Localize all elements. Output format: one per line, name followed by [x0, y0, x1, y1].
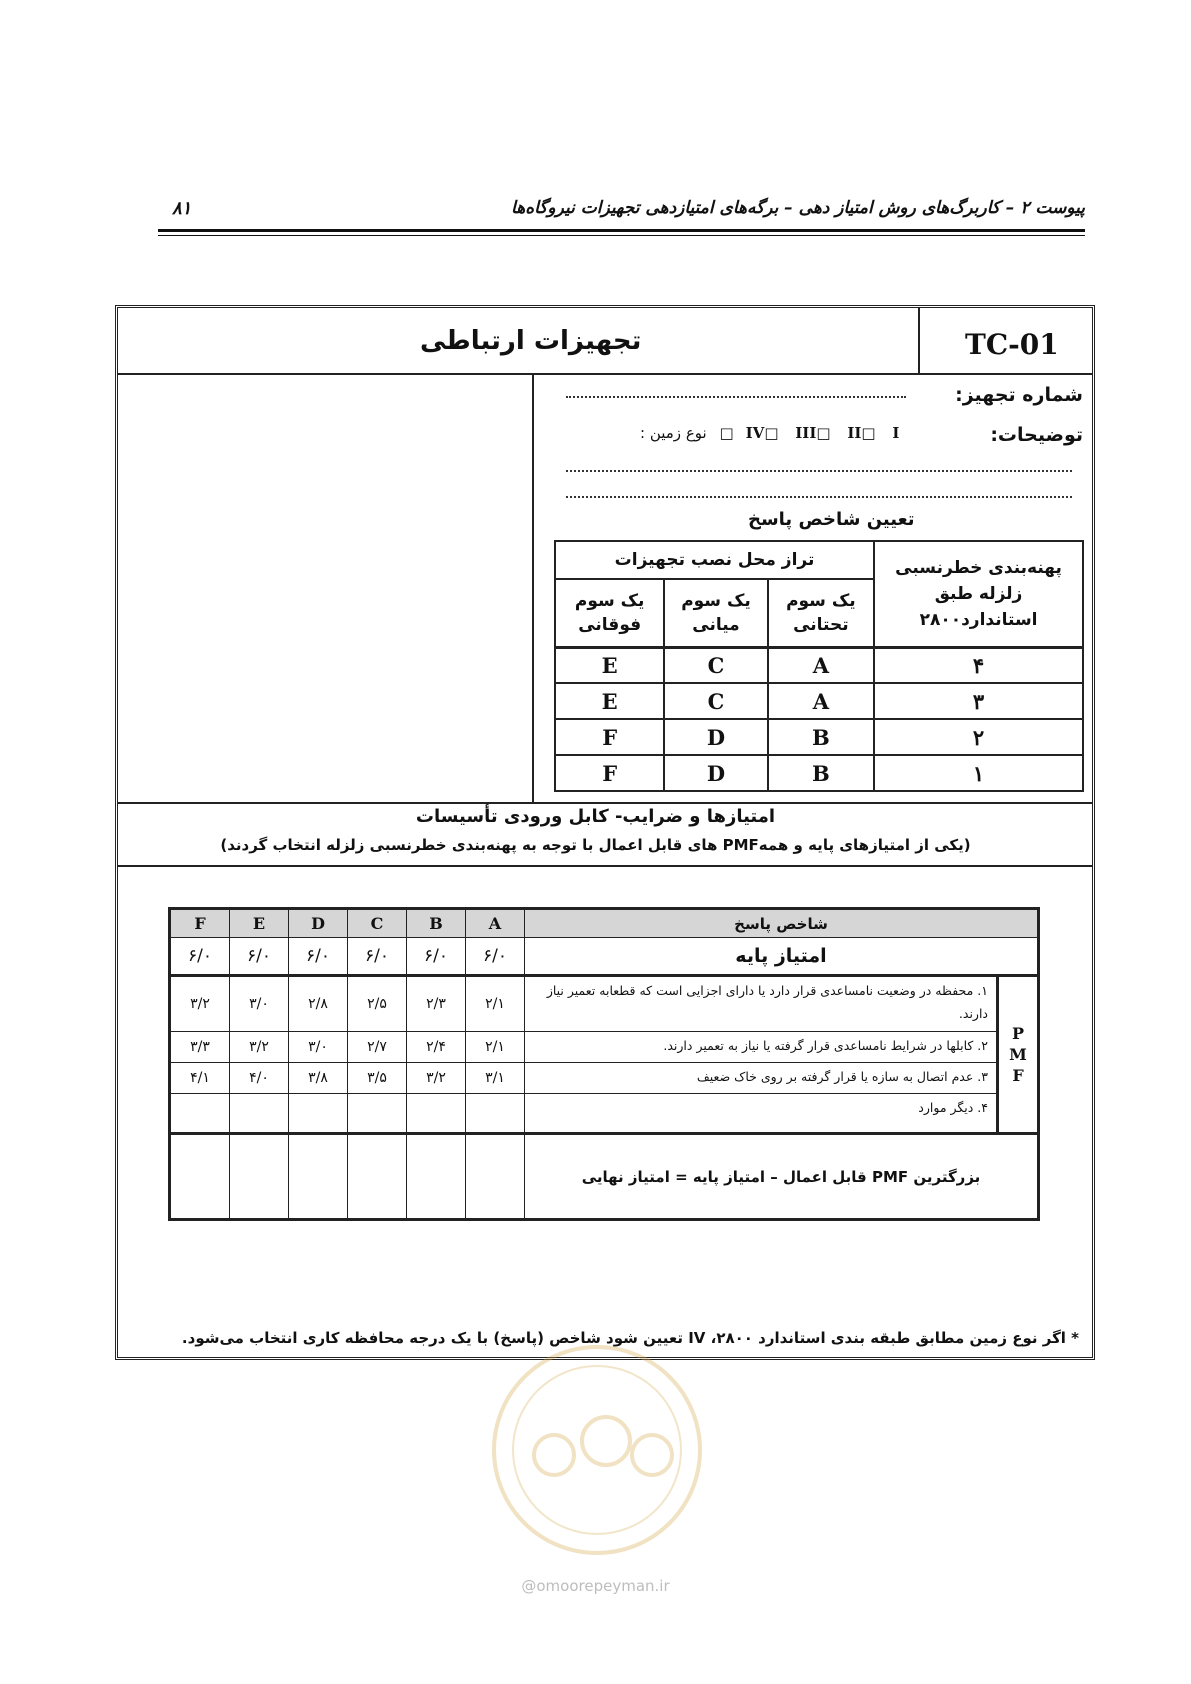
pmf-label	[998, 976, 1039, 1134]
description-line-2[interactable]	[566, 496, 1072, 498]
divider	[117, 373, 1093, 375]
scores-table	[168, 907, 1040, 1221]
pmf-value[interactable]	[289, 1094, 348, 1134]
level-middle: یک سوم میانی	[664, 579, 767, 647]
pmf-value[interactable]	[230, 1094, 289, 1134]
pmf-value: ۳/۲	[230, 1032, 289, 1063]
pmf-value: ۲/۱	[466, 1032, 525, 1063]
ground-type-row	[634, 424, 905, 442]
col-header: F	[170, 909, 230, 938]
base-value: ۶/۰	[348, 938, 407, 976]
cell: D	[664, 755, 767, 791]
pmf-value: ۴/۱	[170, 1063, 230, 1094]
equipment-number-label: شماره تجهیز:	[955, 384, 1083, 406]
level-lower: یک سوم تحتانی	[768, 579, 874, 647]
pmf-description: ۳. عدم اتصال به سازه یا قرار گرفته بر روی خاک ضعیف	[525, 1063, 998, 1094]
base-label: امتیاز پایه	[525, 938, 1039, 976]
form-title: تجهیزات ارتباطی	[420, 326, 642, 356]
final-score-cell[interactable]	[466, 1134, 525, 1220]
running-header-title: پیوست ۲ – کاربرگ‌های روش امتیاز دهی – برگه‌های امتیازدهی تجهیزات نیروگاه‌ها	[511, 198, 1085, 218]
col-header: B	[407, 909, 466, 938]
pmf-value: ۴/۰	[230, 1063, 289, 1094]
final-score-label: بزرگترین PMF قابل اعمال – امتیاز پایه = امتیاز نهایی	[525, 1134, 1039, 1220]
cell: F	[555, 719, 664, 755]
header-rule	[158, 229, 1085, 232]
index-label: شاخص پاسخ	[525, 909, 1039, 938]
cell: A	[768, 683, 874, 719]
pmf-description: ۱. محفظه در وضعیت نامساعدی قرار دارد یا دارای اجزایی است که قطعابه تعمیر نیاز دارند.	[525, 976, 998, 1032]
cell: B	[768, 755, 874, 791]
header-rule-thin	[158, 235, 1085, 236]
scores-title: امتیازها و ضرایب- کابل ورودی تأسیسات	[415, 806, 776, 827]
pmf-value[interactable]	[407, 1094, 466, 1134]
cell: E	[555, 683, 664, 719]
footnote: * اگر نوع زمین مطابق طبقه بندی استاندارد ۲۸۰۰، IV تعیین شود شاخص (پاسخ) با یک درجه محافظه کاری انتخاب می‌شود.	[181, 1329, 1079, 1347]
pmf-letter: M	[1009, 1045, 1027, 1064]
pmf-value: ۳/۱	[466, 1063, 525, 1094]
cell: B	[768, 719, 874, 755]
pmf-value: ۲/۱	[466, 976, 525, 1032]
pmf-letter: P	[1011, 1024, 1025, 1043]
gear-icon	[580, 1415, 632, 1467]
divider	[532, 373, 534, 802]
pmf-description: ۲. کابلها در شرایط نامساعدی قرار گرفته یا نیاز به تعمیر دارند.	[525, 1032, 998, 1063]
final-score-cell[interactable]	[407, 1134, 466, 1220]
pmf-value: ۲/۸	[289, 976, 348, 1032]
cell: E	[555, 647, 664, 683]
watermark-seal	[492, 1345, 702, 1555]
checkbox-icon[interactable]: □	[861, 424, 876, 442]
gear-icon	[532, 1433, 576, 1477]
col-header: A	[466, 909, 525, 938]
cell: D	[664, 719, 767, 755]
gear-icon	[630, 1433, 674, 1477]
watermark-site: @omoorepeyman.ir	[521, 1577, 670, 1595]
base-value: ۶/۰	[289, 938, 348, 976]
pmf-value: ۳/۵	[348, 1063, 407, 1094]
divider	[117, 865, 1093, 867]
divider	[918, 307, 920, 373]
col-header: D	[289, 909, 348, 938]
form-code: TC-01	[965, 328, 1059, 361]
col-header: C	[348, 909, 407, 938]
divider	[117, 802, 1093, 804]
pmf-letter: F	[1012, 1066, 1024, 1085]
cell: F	[555, 755, 664, 791]
response-index-title: تعیین شاخص پاسخ	[748, 509, 915, 530]
description-label: توضیحات:	[990, 424, 1083, 446]
pmf-value: ۲/۷	[348, 1032, 407, 1063]
page-number: ۸۱	[172, 198, 192, 219]
ground-type-ii: II	[847, 424, 862, 442]
ground-type-label: نوع زمین :	[640, 424, 707, 442]
zone-header: پهنه‌بندی خطرنسبی زلزله طبق استاندارد۲۸۰۰	[874, 541, 1083, 647]
checkbox-icon[interactable]: □	[816, 424, 831, 442]
pmf-value[interactable]	[466, 1094, 525, 1134]
pmf-value[interactable]	[170, 1094, 230, 1134]
base-value: ۶/۰	[170, 938, 230, 976]
zone-cell: ۱	[874, 755, 1083, 791]
checkbox-icon[interactable]: □	[764, 424, 779, 442]
final-score-cell[interactable]	[230, 1134, 289, 1220]
final-score-cell[interactable]	[348, 1134, 407, 1220]
zone-cell: ۲	[874, 719, 1083, 755]
ground-type-iii: III	[795, 424, 817, 442]
level-header: تراز محل نصب تجهیزات	[555, 541, 874, 579]
pmf-value: ۳/۰	[230, 976, 289, 1032]
zone-cell: ۴	[874, 647, 1083, 683]
base-value: ۶/۰	[466, 938, 525, 976]
base-value: ۶/۰	[230, 938, 289, 976]
base-value: ۶/۰	[407, 938, 466, 976]
cell: C	[664, 683, 767, 719]
pmf-description: ۴. دیگر موارد	[525, 1094, 998, 1134]
level-upper: یک سوم فوقانی	[555, 579, 664, 647]
ground-type-i: I	[892, 424, 900, 442]
pmf-value: ۲/۴	[407, 1032, 466, 1063]
cell: C	[664, 647, 767, 683]
pmf-value: ۳/۲	[170, 976, 230, 1032]
cell: A	[768, 647, 874, 683]
pmf-value: ۳/۳	[170, 1032, 230, 1063]
pmf-value[interactable]	[348, 1094, 407, 1134]
pmf-value: ۳/۲	[407, 1063, 466, 1094]
response-index-table	[554, 540, 1084, 792]
col-header: E	[230, 909, 289, 938]
zone-cell: ۳	[874, 683, 1083, 719]
description-line-1[interactable]	[566, 470, 1072, 472]
ground-type-iv: IV	[745, 424, 765, 442]
pmf-value: ۳/۸	[289, 1063, 348, 1094]
checkbox-icon[interactable]: □	[719, 424, 734, 442]
equipment-number-field[interactable]	[566, 396, 906, 398]
pmf-value: ۲/۵	[348, 976, 407, 1032]
final-score-cell[interactable]	[289, 1134, 348, 1220]
pmf-value: ۲/۳	[407, 976, 466, 1032]
scores-subtitle: (یکی از امتیازهای پایه و همهPMF های قابل اعمال با توجه به پهنه‌بندی خطرنسبی زلزله انتخاب گردند)	[220, 836, 971, 854]
pmf-value: ۳/۰	[289, 1032, 348, 1063]
final-score-cell[interactable]	[170, 1134, 230, 1220]
